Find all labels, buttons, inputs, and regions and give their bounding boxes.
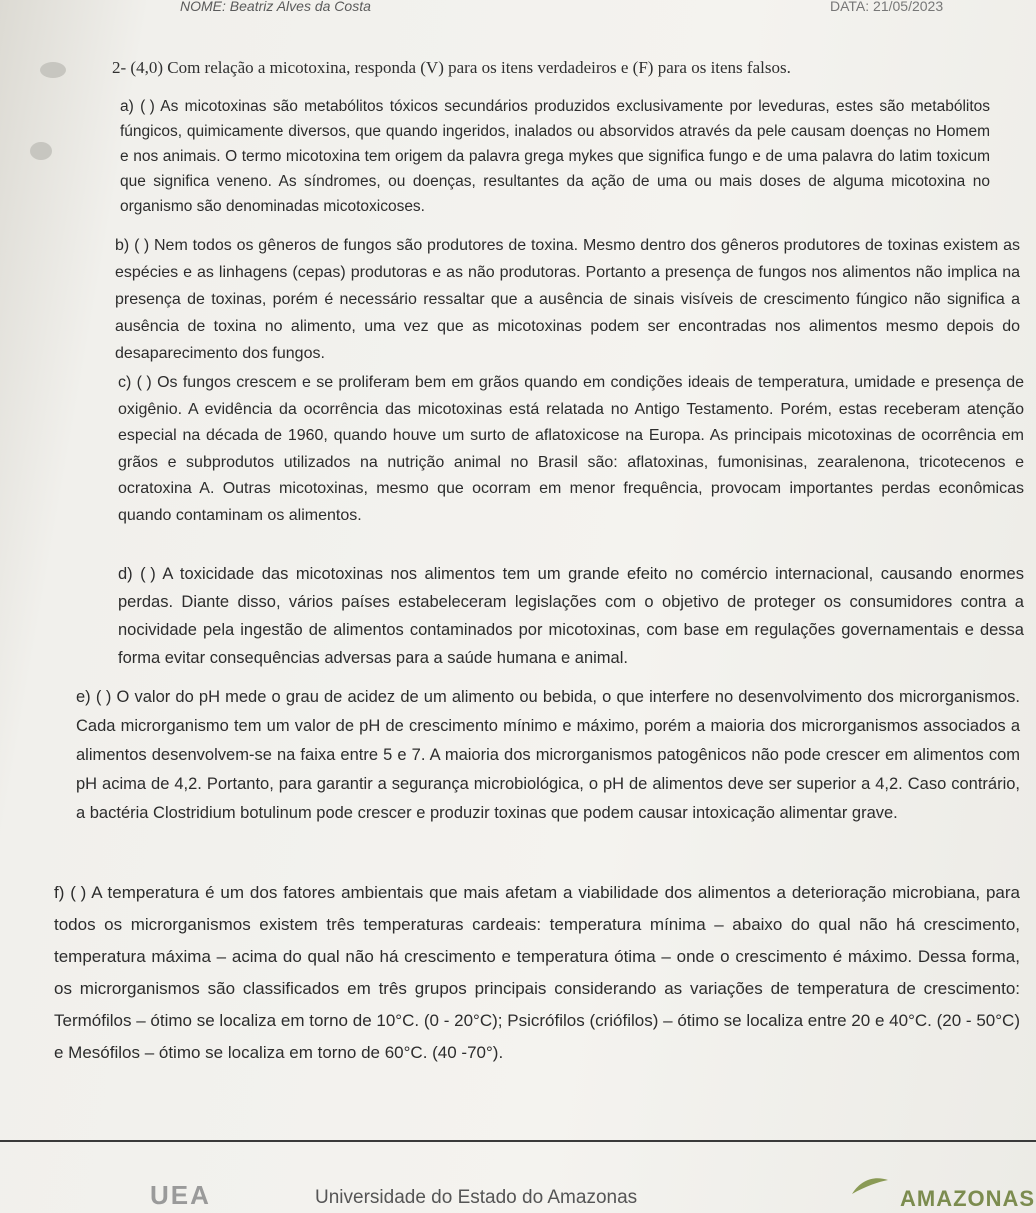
university-name: Universidade do Estado do Amazonas (315, 1187, 638, 1208)
item-c (118, 370, 1024, 529)
header-strip (0, 0, 1036, 18)
leaf-icon (850, 1174, 890, 1196)
item-e (76, 683, 1020, 828)
answer-blank[interactable]: ( ) (136, 374, 152, 391)
item-d (118, 560, 1024, 672)
item-text: Os fungos crescem e se proliferam bem em grãos quando em condições ideais de temperatura, umidade e presença de oxigênio. A evidência da ocorrência das micotoxinas está relatada no Antigo Testamento. Porém, estas receberam atenção especial na década de 1960, quando houve um surto de aflatoxicose na Europa. As principais micotoxinas de ocorrência em grãos e subprodutos utilizados na nutrição animal no Brasil são: aflatoxinas, fumonisinas, zearalenona, tricotecenos e ocratoxina A. Outras micotoxinas, mesmo que ocorram em menor frequência, provocam importantes perdas econômicas quando contaminam os alimentos. (118, 374, 1024, 524)
item-text: As micotoxinas são metabólitos tóxicos secundários produzidos exclusivamente por leveduras, estes são metabólitos fúngicos, quimicamente diversos, que quando ingeridos, inalados ou absorvidos através da pele causam doenças no Homem e nos animais. O termo micotoxina tem origem da palavra grega mykes que significa fungo e de uma palavra do latim toxicum que significa veneno. As síndromes, ou doenças, resultantes da ação de uma ou mais doses de alguma micotoxina no organismo são denominadas micotoxicoses. (120, 98, 991, 215)
footer-divider (0, 1140, 1036, 1142)
item-label: d) (118, 565, 133, 583)
item-label: f) (54, 883, 65, 902)
item-text: A toxicidade das micotoxinas nos alimentos tem um grande efeito no comércio internacional, causando enormes perdas. Diante disso, vários países estabeleceram legislações com o objetivo de proteger os consumidores contra a nocividade pela ingestão de alimentos contaminados por micotoxinas, com base em regulações governamentais e dessa forma evitar consequências adversas para a saúde humana e animal. (118, 565, 1024, 667)
binder-hole-decoration (30, 142, 52, 160)
binder-hole-decoration (40, 62, 66, 78)
item-f (54, 877, 1020, 1069)
item-text: A temperatura é um dos fatores ambientais que mais afetam a viabilidade dos alimentos a deterioração microbiana, para todos os microrganismos existem três temperaturas cardeais: temperatura mínima – abaixo do qual não há crescimento, temperatura máxima – acima do qual não há crescimento e temperatura ótima – onde o crescimento é máximo. Dessa forma, os microrganismos são classificados em três grupos principais considerando as variações de temperatura de crescimento: Termófilos – ótimo se localiza em torno de 10°C. (0 - 20°C); Psicrófilos (criófilos) – ótimo se localiza entre 20 e 40°C. (20 - 50°C) e Mesófilos – ótimo se localiza em torno de 60°C. (40 -70°). (54, 883, 1020, 1062)
answer-blank[interactable]: ( ) (140, 565, 156, 583)
student-name: NOME: Beatriz Alves da Costa (180, 0, 371, 14)
answer-blank[interactable]: ( ) (140, 98, 155, 115)
answer-blank[interactable]: ( ) (70, 883, 87, 902)
item-label: a) (120, 98, 134, 115)
item-text: Nem todos os gêneros de fungos são produtores de toxina. Mesmo dentro dos gêneros produtores de toxinas existem as espécies e as linhagens (cepas) produtoras e as não produtoras. Portanto a presença de fungos nos alimentos não implica na presença de toxinas, porém é necessário ressaltar que a ausência de sinais visíveis de crescimento fúngico não significa a ausência de toxina no alimento, uma vez que as micotoxinas podem ser encontradas nos alimentos mesmo depois do desaparecimento dos fungos. (115, 237, 1020, 362)
footer (0, 1170, 1036, 1213)
item-label: b) (115, 237, 130, 254)
answer-blank[interactable]: ( ) (95, 688, 112, 706)
amazonas-logo: AMAZONAS (900, 1186, 1036, 1211)
item-text: O valor do pH mede o grau de acidez de um alimento ou bebida, o que interfere no desenvolvimento dos microrganismos. Cada microrganismo tem um valor de pH de crescimento mínimo e máximo, porém a maioria dos microrganismos associados a alimentos desenvolvem-se na faixa entre 5 e 7. A maioria dos microrganismos patogênicos não pode crescer em alimentos com pH acima de 4,2. Portanto, para garantir a segurança microbiológica, o pH de alimentos deve ser superior a 4,2. Caso contrário, a bactéria Clostridium botulinum pode crescer e produzir toxinas que podem causar intoxicação alimentar grave. (76, 688, 1020, 822)
item-b (115, 232, 1020, 367)
date-field: DATA: 21/05/2023 (830, 0, 944, 14)
item-label: e) (76, 688, 91, 706)
uea-logo: UEA (150, 1180, 211, 1210)
question-title: 2- (4,0) Com relação a micotoxina, responda (V) para os itens verdadeiros e (F) para os itens falsos. (112, 58, 791, 77)
answer-blank[interactable]: ( ) (134, 237, 150, 254)
item-a (120, 94, 990, 219)
item-label: c) (118, 374, 132, 391)
